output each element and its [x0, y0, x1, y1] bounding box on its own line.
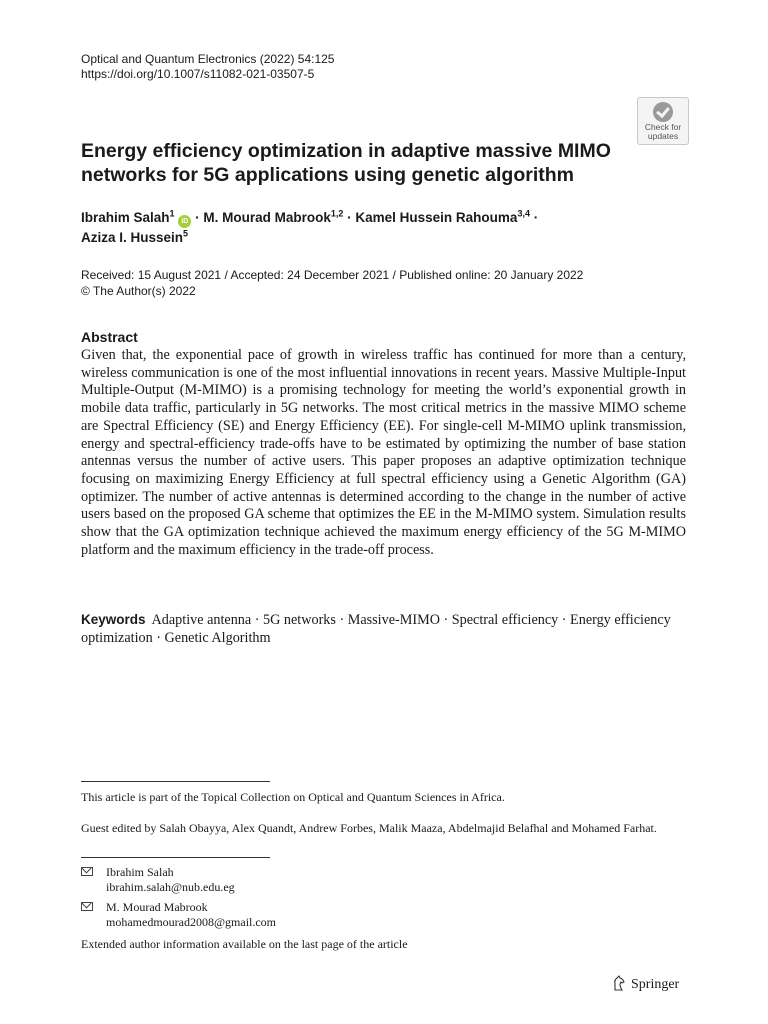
publication-dates — [81, 267, 701, 299]
author-name[interactable]: Aziza I. Hussein — [81, 230, 184, 245]
contact-name: Ibrahim Salah — [106, 865, 174, 879]
check-updates-icon — [653, 102, 673, 122]
article-title: Energy efficiency optimization in adaptive massive MIMO networks for 5G applications using genetic algorithm — [81, 140, 611, 186]
contact-name: M. Mourad Mabrook — [106, 900, 208, 914]
keywords-heading: Keywords — [81, 612, 146, 627]
footnote-divider — [81, 781, 270, 782]
contact-email[interactable]: ibrahim.salah@nub.edu.eg — [106, 880, 235, 894]
copyright-notice: © The Author(s) 2022 — [81, 284, 196, 298]
envelope-icon — [81, 902, 93, 911]
publisher-name: Springer — [631, 977, 680, 992]
author-separator: · — [195, 210, 200, 225]
date-history: Received: 15 August 2021 / Accepted: 24 December 2021 / Published online: 20 January 2022 — [81, 268, 584, 282]
topical-collection-note: This article is part of the Topical Collection on Optical and Quantum Sciences in Africa. — [81, 790, 505, 804]
contact-email[interactable]: mohamedmourad2008@gmail.com — [106, 915, 277, 929]
keywords-list: Adaptive antenna · 5G networks · Massive-MIMO · Spectral efficiency · Energy efficiency optimization · Genetic Algorithm — [81, 612, 671, 646]
author-name[interactable]: Ibrahim Salah — [81, 210, 170, 225]
guest-editors-note: Guest edited by Salah Obayya, Alex Quandt, Andrew Forbes, Malik Maaza, Abdelmajid Belafhal and Mohamed Farhat. — [81, 821, 657, 835]
extended-author-info: Extended author information available on the last page of the article — [81, 937, 408, 951]
contact-divider — [81, 857, 270, 858]
author-affiliation: 5 — [183, 228, 189, 239]
contact-entry — [81, 900, 276, 930]
check-updates-line1: Check for — [644, 122, 682, 132]
check-updates-line2: updates — [647, 131, 679, 141]
springer-horse-icon — [612, 975, 626, 991]
keywords-section — [81, 611, 686, 647]
doi-link[interactable]: https://doi.org/10.1007/s11082-021-03507-5 — [81, 67, 315, 81]
author-affiliation: 1 — [169, 208, 175, 219]
envelope-icon — [81, 867, 93, 876]
abstract-heading: Abstract — [81, 329, 138, 345]
author-list — [81, 208, 641, 247]
publisher-logo — [612, 975, 679, 993]
author-name[interactable]: M. Mourad Mabrook — [203, 210, 331, 225]
journal-header — [81, 52, 334, 82]
orcid-icon[interactable]: iD — [178, 215, 191, 228]
author-name[interactable]: Kamel Hussein Rahouma — [355, 210, 518, 225]
author-affiliation: 1,2 — [330, 208, 344, 219]
author-separator: · — [347, 210, 352, 225]
check-for-updates-badge[interactable] — [637, 97, 689, 145]
abstract-text: Given that, the exponential pace of growth in wireless traffic has continued for more than a century, wireless communication is one of the most influential innovations in recent years. Massive Multiple-Input Multiple-Output (M-MIMO) is a promising technology for meeting the world’s exponential growth in mobile data traffic, particularly in 5G networks. The most critical metrics in the massive MIMO scheme are Spectral Efficiency (SE) and Energy Efficiency (EE). For single-cell M-MIMO uplink transmission, energy and spectral-efficiency trade-offs have to be estimated by optimizing the number of base station antennas versus the number of active users. This paper proposes an adaptive optimization technique focusing on maximizing Energy Efficiency at full spectral efficiency using a Genetic Algorithm (GA) optimizer. The number of active antennas is determined according to the change in the number of active users based on the proposed GA scheme that optimizes the EE in the M-MIMO system. Simulation results show that the GA optimization technique achieved the maximum energy efficiency of the 5G M-MIMO platform and the maximum efficiency in the trade-off process. — [81, 347, 686, 558]
journal-citation: Optical and Quantum Electronics (2022) 54:125 — [81, 52, 335, 66]
contact-entry — [81, 865, 235, 895]
author-affiliation: 3,4 — [517, 208, 530, 219]
author-separator: · — [533, 210, 539, 225]
